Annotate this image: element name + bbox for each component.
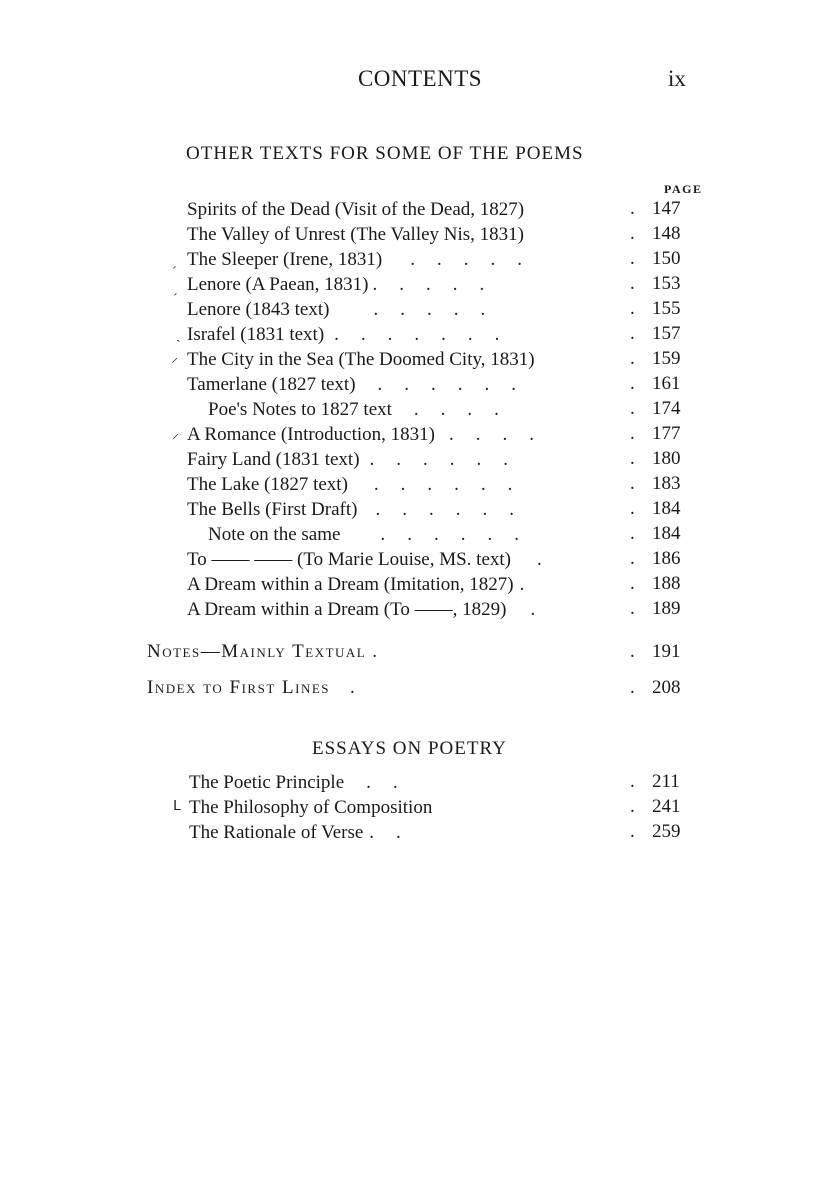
toc-entry-title: Note on the same — [208, 524, 341, 545]
toc-entry-title: The Poetic Principle — [189, 772, 345, 793]
toc-entry-page: . 155 — [630, 298, 681, 319]
toc-entry-title: To —— —— (To Marie Louise, MS. text) — [187, 549, 511, 570]
toc-entry: Tamerlane (1827 text) ...... — [187, 374, 539, 395]
toc-entry-page: . 150 — [630, 248, 681, 269]
toc-entry: A Romance (Introduction, 1831) .... — [187, 424, 557, 445]
toc-entry-title: The Rationale of Verse — [189, 822, 364, 843]
toc-entry: The Sleeper (Irene, 1831) ..... — [187, 249, 544, 270]
toc-entry: The Poetic Principle .. — [189, 772, 420, 793]
toc-entry-page: . 211 — [630, 771, 680, 792]
toc-entry-title: Lenore (A Paean, 1831) — [187, 274, 369, 295]
toc-entry-page: . 153 — [630, 273, 681, 294]
toc-entry: The Lake (1827 text) ...... — [187, 474, 535, 495]
pencil-tick-mark: ˊ — [172, 265, 177, 280]
toc-entry-page: . 180 — [630, 448, 681, 469]
toc-entry-page: . 157 — [630, 323, 681, 344]
toc-entry-page: . 186 — [630, 548, 681, 569]
toc-entry: A Dream within a Dream (To ——, 1829) . — [187, 599, 558, 620]
toc-entry-title: A Romance (Introduction, 1831) — [187, 424, 436, 445]
toc-entry-title: The Lake (1827 text) — [187, 474, 348, 495]
toc-entry-page: . 188 — [630, 573, 681, 594]
toc-entry — [187, 198, 524, 222]
toc-entry-title: The Bells (First Draft) — [187, 499, 358, 520]
toc-entry-title: Israfel (1831 text) — [187, 324, 325, 345]
toc-entry-page: . 147 — [630, 198, 681, 219]
toc-entry-title: The City in the Sea (The Doomed City, 1831) — [187, 349, 535, 370]
toc-entry-page: . 241 — [630, 796, 681, 817]
section-heading-essays: ESSAYS ON POETRY — [312, 738, 507, 759]
toc-entry: A Dream within a Dream (Imitation, 1827) . — [187, 574, 547, 595]
pencil-tick-mark: ˏ — [176, 328, 181, 343]
toc-entry-page: . 148 — [630, 223, 681, 244]
toc-entry-page: . 161 — [630, 373, 681, 394]
toc-entry-page: . 208 — [630, 677, 681, 698]
toc-entry: Poe's Notes to 1827 text .... — [208, 399, 521, 420]
toc-entry-title: The Valley of Unrest (The Valley Nis, 1831) — [187, 224, 524, 245]
toc-entry-title: Poe's Notes to 1827 text — [208, 399, 392, 420]
toc-entry-page: . 177 — [630, 423, 681, 444]
toc-entry-title: A Dream within a Dream (To ——, 1829) — [187, 599, 507, 620]
page-number: ix — [668, 66, 686, 91]
toc-entry-page: . 184 — [630, 523, 681, 544]
toc-entry — [189, 796, 432, 820]
toc-entry-title: Lenore (1843 text) — [187, 299, 330, 320]
toc-entry: Fairy Land (1831 text) ...... — [187, 449, 531, 470]
toc-entry-title: Tamerlane (1827 text) — [187, 374, 356, 395]
toc-entry-page: . 174 — [630, 398, 681, 419]
toc-entry-title: The Sleeper (Irene, 1831) — [187, 249, 383, 270]
toc-entry-page: . 183 — [630, 473, 681, 494]
page-title: CONTENTS — [357, 66, 483, 91]
toc-entry-page: . 259 — [630, 821, 681, 842]
toc-entry-page: . 189 — [630, 598, 681, 619]
pencil-tick-mark: ˊ — [173, 292, 178, 307]
pencil-tick-mark: ᒪ — [173, 799, 181, 814]
page-column-label: PAGE — [664, 182, 703, 196]
toc-entry: The Bells (First Draft) ...... — [187, 499, 536, 520]
pencil-tick-mark: ⸝ — [171, 351, 178, 366]
toc-entry-page: . 184 — [630, 498, 681, 519]
toc-entry: To —— —— (To Marie Louise, MS. text) . — [187, 549, 564, 570]
section-heading-other-texts: OTHER TEXTS FOR SOME OF THE POEMS — [186, 143, 584, 164]
toc-entry-index: Index to First Lines . — [147, 677, 357, 698]
toc-entry: Lenore (1843 text) ..... — [187, 299, 508, 320]
toc-entry-notes: Notes—Mainly Textual . — [147, 641, 379, 662]
pencil-tick-mark: ⸝ — [172, 427, 179, 442]
toc-entry-title: The Philosophy of Composition — [189, 797, 433, 818]
toc-entry: Lenore (A Paean, 1831) ..... — [187, 274, 507, 295]
toc-entry-title: A Dream within a Dream (Imitation, 1827) — [187, 574, 514, 595]
toc-entry: Note on the same ...... — [208, 524, 541, 545]
toc-entry — [187, 348, 535, 372]
toc-entry — [187, 223, 524, 247]
toc-entry-page: . 191 — [630, 641, 681, 662]
toc-entry-page: . 159 — [630, 348, 681, 369]
toc-entry-title: Spirits of the Dead (Visit of the Dead, 1827) — [187, 199, 525, 220]
toc-entry: The Rationale of Verse .. — [189, 822, 423, 843]
toc-entry: Israfel (1831 text) ....... — [187, 324, 522, 345]
toc-entry-title: Fairy Land (1831 text) — [187, 449, 360, 470]
